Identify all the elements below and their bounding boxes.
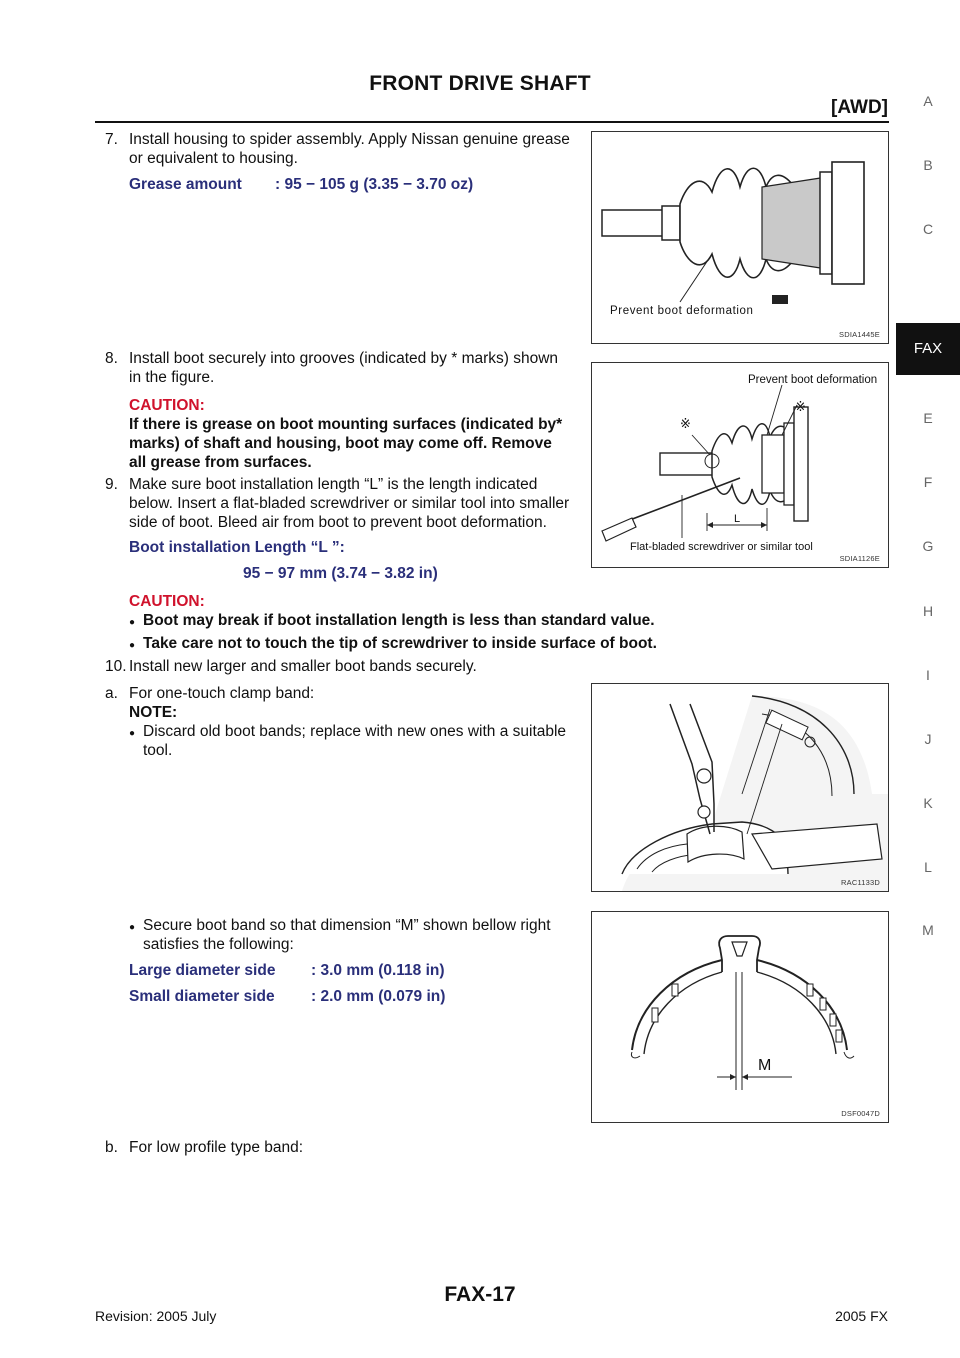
step-7-number: 7. [105, 131, 118, 148]
small-diameter-label: Small diameter side [129, 988, 275, 1005]
large-diameter-value: : 3.0 mm (0.118 in) [311, 962, 445, 979]
step-8-caution-line3: all grease from surfaces. [129, 454, 312, 471]
band-bullet-line2: satisfies the following: [143, 936, 294, 953]
sidebar-letter-fax-active[interactable]: FAX [896, 323, 960, 375]
step-a-note-line2: tool. [143, 742, 173, 759]
sidebar-letter-a[interactable]: A [923, 93, 933, 109]
footer-model: 2005 FX [835, 1308, 888, 1324]
step-9-text-line1: Make sure boot installation length “L” is the length indicated [129, 476, 538, 493]
footer-revision: Revision: 2005 July [95, 1308, 217, 1324]
clamp-tool-illustration [592, 684, 888, 891]
step-9-text-line3: side of boot. Bleed air from boot to prevent boot deformation. [129, 514, 547, 531]
figure-3-code: RAC1133D [841, 878, 880, 887]
band-bullet-line1: ● Secure boot band so that dimension “M” shown bellow right [143, 916, 551, 935]
boot-length-label: Boot installation Length “L ”: [129, 539, 345, 556]
page-number: FAX-17 [444, 1283, 516, 1306]
figure-clamp-tool [591, 683, 889, 892]
sidebar-letter-b[interactable]: B [923, 157, 933, 173]
step-9-caution-label: CAUTION: [129, 593, 205, 610]
sidebar-letter-k[interactable]: K [923, 795, 933, 811]
figure-2-label-bottom: Flat-bladed screwdriver or similar tool [630, 541, 813, 553]
figure-4-label-m: M [758, 1057, 772, 1074]
sidebar-letter-h[interactable]: H [922, 603, 934, 619]
sidebar-letter-m[interactable]: M [922, 922, 934, 938]
step-7-text-line2: or equivalent to housing. [129, 150, 298, 167]
step-8-number: 8. [105, 350, 118, 367]
figure-2-label-top: Prevent boot deformation [748, 374, 878, 386]
step-a-note-line1: ● Discard old boot bands; replace with new ones with a suitable [143, 722, 566, 741]
boot-length-illustration [592, 363, 888, 567]
small-diameter-value: : 2.0 mm (0.079 in) [311, 988, 446, 1005]
figure-2-mark-left: ※ [680, 416, 691, 431]
step-b-letter: b. [105, 1139, 118, 1156]
step-b-text: For low profile type band: [129, 1139, 304, 1156]
step-8-text-line2: in the figure. [129, 369, 215, 386]
step-7-text-line1: Install housing to spider assembly. Apply Nissan genuine grease [129, 131, 570, 148]
grease-amount-value: : 95 − 105 g (3.35 − 3.70 oz) [275, 176, 474, 193]
header-rule [95, 121, 889, 123]
band-dimension-illustration [592, 912, 888, 1122]
figure-housing-grease [591, 131, 889, 344]
step-9-number: 9. [105, 476, 118, 493]
figure-2-code: SDIA1126E [839, 554, 880, 563]
sidebar-letter-i[interactable]: I [926, 667, 930, 683]
sidebar-letter-c[interactable]: C [922, 221, 934, 237]
step-9-caution-bullet-2: ● Take care not to touch the tip of screwdriver to inside surface of boot. [143, 634, 657, 653]
step-a-text: For one-touch clamp band: [129, 685, 315, 702]
step-8-text-line1: Install boot securely into grooves (indicated by * marks) shown [129, 350, 559, 367]
figure-boot-length [591, 362, 889, 568]
sidebar-letter-g[interactable]: G [922, 538, 934, 554]
grease-amount-label: Grease amount [129, 176, 242, 193]
boot-length-value: 95 − 97 mm (3.74 − 3.82 in) [243, 565, 438, 582]
page-title: FRONT DRIVE SHAFT [369, 72, 591, 95]
step-10-text: Install new larger and smaller boot bands securely. [129, 658, 477, 675]
figure-1-label: Prevent boot deformation [610, 305, 754, 317]
figure-1-code: SDIA1445E [839, 330, 880, 339]
figure-4-code: DSF0047D [841, 1109, 880, 1118]
sidebar-letter-j[interactable]: J [924, 731, 932, 747]
figure-band-dimension [591, 911, 889, 1123]
figure-2-label-l: L [734, 513, 741, 525]
step-a-note-label: NOTE: [129, 704, 178, 721]
step-8-caution-line2: marks) of shaft and housing, boot may come off. Remove [129, 435, 552, 452]
step-8-caution-line1: If there is grease on boot mounting surfaces (indicated by* [129, 416, 563, 433]
section-label: [AWD] [831, 97, 888, 118]
step-8-caution-label: CAUTION: [129, 397, 205, 414]
sidebar-letter-l[interactable]: L [924, 859, 932, 875]
sidebar-letter-e[interactable]: E [923, 410, 933, 426]
figure-2-mark-right: ※ [795, 399, 806, 414]
step-9-text-line2: below. Insert a flat-bladed screwdriver or similar tool into smaller [129, 495, 570, 512]
step-10-number: 10. [105, 658, 127, 675]
large-diameter-label: Large diameter side [129, 962, 276, 979]
sidebar-letter-f[interactable]: F [923, 474, 933, 490]
step-a-letter: a. [105, 685, 118, 702]
step-9-caution-bullet-1: ● Boot may break if boot installation length is less than standard value. [143, 611, 655, 630]
